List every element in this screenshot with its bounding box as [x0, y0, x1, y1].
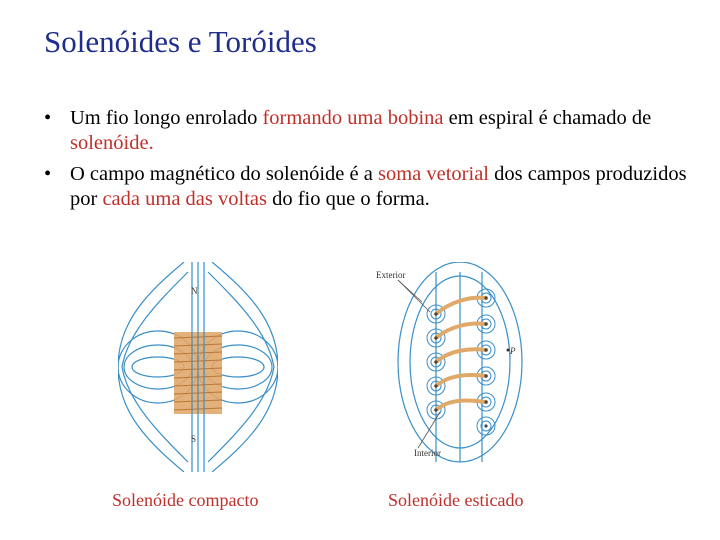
caption-compact: Solenóide compacto [112, 490, 259, 510]
point-p-label: P [510, 346, 516, 356]
highlight-text: formando uma bobina [262, 107, 444, 129]
bullet-list [44, 106, 704, 218]
south-pole-label: S [191, 434, 197, 444]
slide-title: Solenóides e Toróides [44, 24, 317, 59]
bullet-text: Um fio longo enrolado [70, 107, 263, 129]
bullet-item [44, 162, 704, 212]
highlight-text: soma vetorial [377, 163, 489, 185]
exterior-label: Exterior [376, 270, 406, 280]
interior-label: Interior [414, 448, 441, 458]
bullet-text: em espiral é chamado de [443, 107, 652, 129]
highlight-text: solenóide. [70, 132, 154, 154]
compact-solenoid-figure [118, 262, 278, 472]
north-pole-label: N [191, 286, 198, 296]
bullet-text: O campo magnético do solenóide é a [70, 163, 378, 185]
highlight-text: cada uma das voltas [102, 188, 267, 210]
stretched-solenoid-figure [370, 262, 530, 472]
caption-stretched: Solenóide esticado [388, 490, 524, 510]
bullet-text: do fio que o forma. [266, 188, 430, 210]
bullet-dot-icon: • [44, 163, 52, 185]
bullet-item [44, 106, 704, 156]
bullet-dot-icon: • [44, 107, 52, 129]
bullet-text: dos campos produzidos por [70, 163, 687, 210]
